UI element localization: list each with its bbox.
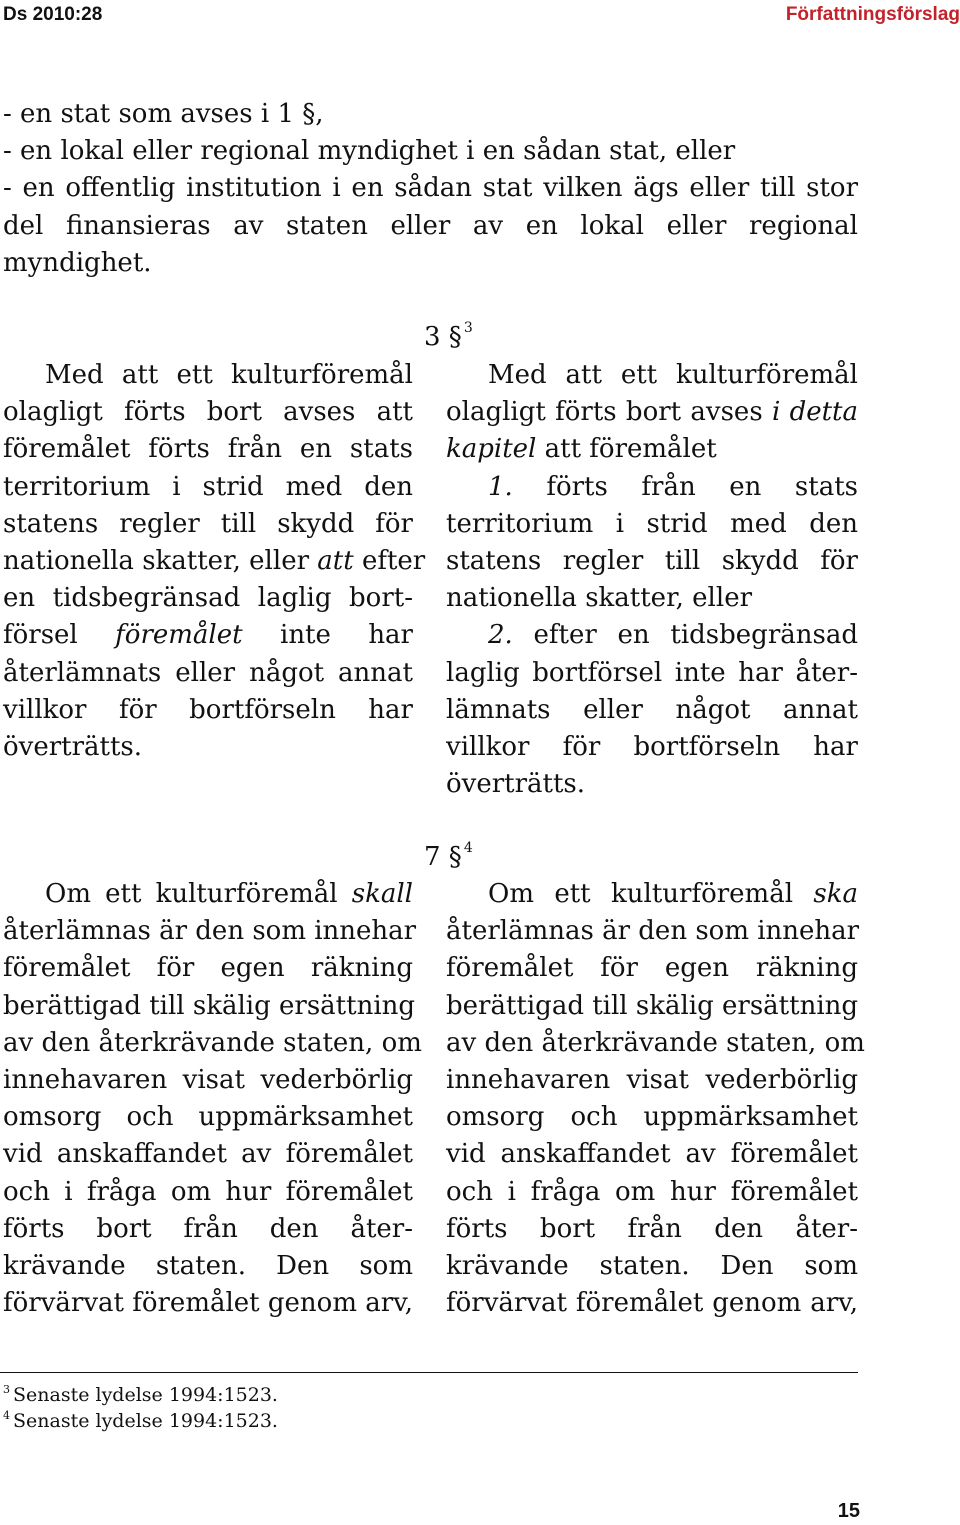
text-line: och i fråga om hur föremålet [446, 1176, 858, 1207]
section-number: 3 § [424, 322, 462, 352]
emphasis: skall [351, 879, 413, 909]
footnote-divider [0, 1372, 858, 1373]
page-number: 15 [837, 1500, 860, 1522]
text-line: en tidsbegränsad laglig bort- [3, 583, 413, 614]
text-line: berättigad till skälig ersättning [3, 990, 416, 1021]
text-line: förvärvat föremålet genom arv, [3, 1288, 414, 1319]
text-line: 1. förts från en stats [488, 471, 858, 502]
text-line: förvärvat föremålet genom arv, [446, 1288, 858, 1319]
section-3-proposed-text [446, 357, 858, 803]
text-line: villkor för bortförseln har [3, 694, 413, 725]
text-line: krävande staten. Den som [446, 1250, 858, 1281]
text-line: olagligt förts bort avses att [3, 397, 413, 428]
intro-list [3, 96, 858, 282]
text-line: lämnats eller något annat [446, 694, 858, 725]
text-line: vid anskaffandet av föremålet [446, 1139, 858, 1170]
emphasis: kapitel [446, 434, 537, 465]
text-line: innehavaren visat vederbörlig [446, 1064, 858, 1095]
section-7-current-text [3, 876, 422, 1322]
text-line: territorium i strid med den [3, 471, 413, 502]
running-header-right: Författningsförslag [785, 4, 960, 25]
text-line: villkor för bortförseln har [446, 731, 858, 762]
text-line: omsorg och uppmärksamhet [3, 1102, 413, 1133]
text-line: laglig bortförsel inte har åter- [446, 657, 858, 688]
text-line: försel föremålet inte har [3, 620, 413, 651]
intro-line: myndighet. [3, 247, 152, 278]
text-line: Med att ett kulturföremål [45, 360, 413, 390]
text-line: innehavaren visat vederbörlig [3, 1064, 413, 1095]
text-line: Om ett kulturföremål ska [488, 879, 858, 909]
text-line: statens regler till skydd för [3, 508, 413, 539]
text-line: nationella skatter, eller att efter [3, 545, 426, 576]
list-number: 1. [488, 471, 513, 502]
list-number: 2. [488, 620, 513, 651]
text-line: Med att ett kulturföremål [488, 360, 858, 390]
footnote-ref: 4 [463, 840, 473, 856]
text-line: av den återkrävande staten, om [3, 1027, 422, 1058]
footnote [3, 1409, 278, 1436]
running-header-left: Ds 2010:28 [3, 4, 103, 25]
text-line: nationella skatter, eller [446, 583, 753, 614]
intro-line: - en offentlig institution i en sådan stat vilken ägs eller till stor [3, 173, 858, 204]
text-line: överträtts. [3, 731, 143, 762]
text-line: territorium i strid med den [446, 508, 858, 539]
text-line: olagligt förts bort avses i detta [446, 397, 858, 428]
footnote-ref: 3 [463, 320, 473, 336]
text-line: av den återkrävande staten, om [446, 1027, 865, 1058]
emphasis: i detta [771, 397, 858, 428]
intro-line: - en stat som avses i 1 §, [3, 99, 324, 129]
section-3-heading [424, 322, 473, 356]
footnote [3, 1383, 278, 1410]
text-line: Om ett kulturföremål skall [45, 879, 413, 909]
intro-line: - en lokal eller regional myndighet i en sådan stat, eller [3, 136, 736, 167]
text-line: föremålet förts från en stats [3, 434, 413, 465]
text-line: föremålet för egen räkning [3, 953, 413, 984]
footnote-number: 4 [3, 1409, 10, 1422]
text-line: överträtts. [446, 769, 586, 800]
text-line: föremålet för egen räkning [446, 953, 858, 984]
emphasis: att [317, 545, 354, 576]
text-line: förts bort från den åter- [3, 1213, 413, 1244]
section-7-proposed-text [446, 876, 865, 1322]
emphasis: ska [813, 879, 858, 909]
footnote-number: 3 [3, 1383, 10, 1396]
text-line: kapitel att föremålet [446, 434, 717, 465]
footnote-text: Senaste lydelse 1994:1523. [13, 1410, 278, 1432]
intro-line: del finansieras av staten eller av en lokal eller regional [3, 210, 858, 241]
footnote-text: Senaste lydelse 1994:1523. [13, 1384, 278, 1406]
text-line: förts bort från den åter- [446, 1213, 858, 1244]
text-line: vid anskaffandet av föremålet [3, 1139, 413, 1170]
text-line: statens regler till skydd för [446, 545, 858, 576]
section-3-current-text [3, 357, 426, 766]
text-line: återlämnats eller något annat [3, 657, 413, 688]
text-line: krävande staten. Den som [3, 1250, 413, 1281]
text-line: 2. efter en tidsbegränsad [488, 620, 858, 651]
text-line: omsorg och uppmärksamhet [446, 1102, 858, 1133]
text-line: berättigad till skälig ersättning [446, 990, 859, 1021]
section-number: 7 § [424, 842, 462, 872]
text-line: och i fråga om hur föremålet [3, 1176, 413, 1207]
text-line: återlämnas är den som innehar [3, 916, 417, 947]
section-7-heading [424, 842, 473, 876]
text-line: återlämnas är den som innehar [446, 916, 860, 947]
emphasis: föremålet [115, 620, 243, 651]
